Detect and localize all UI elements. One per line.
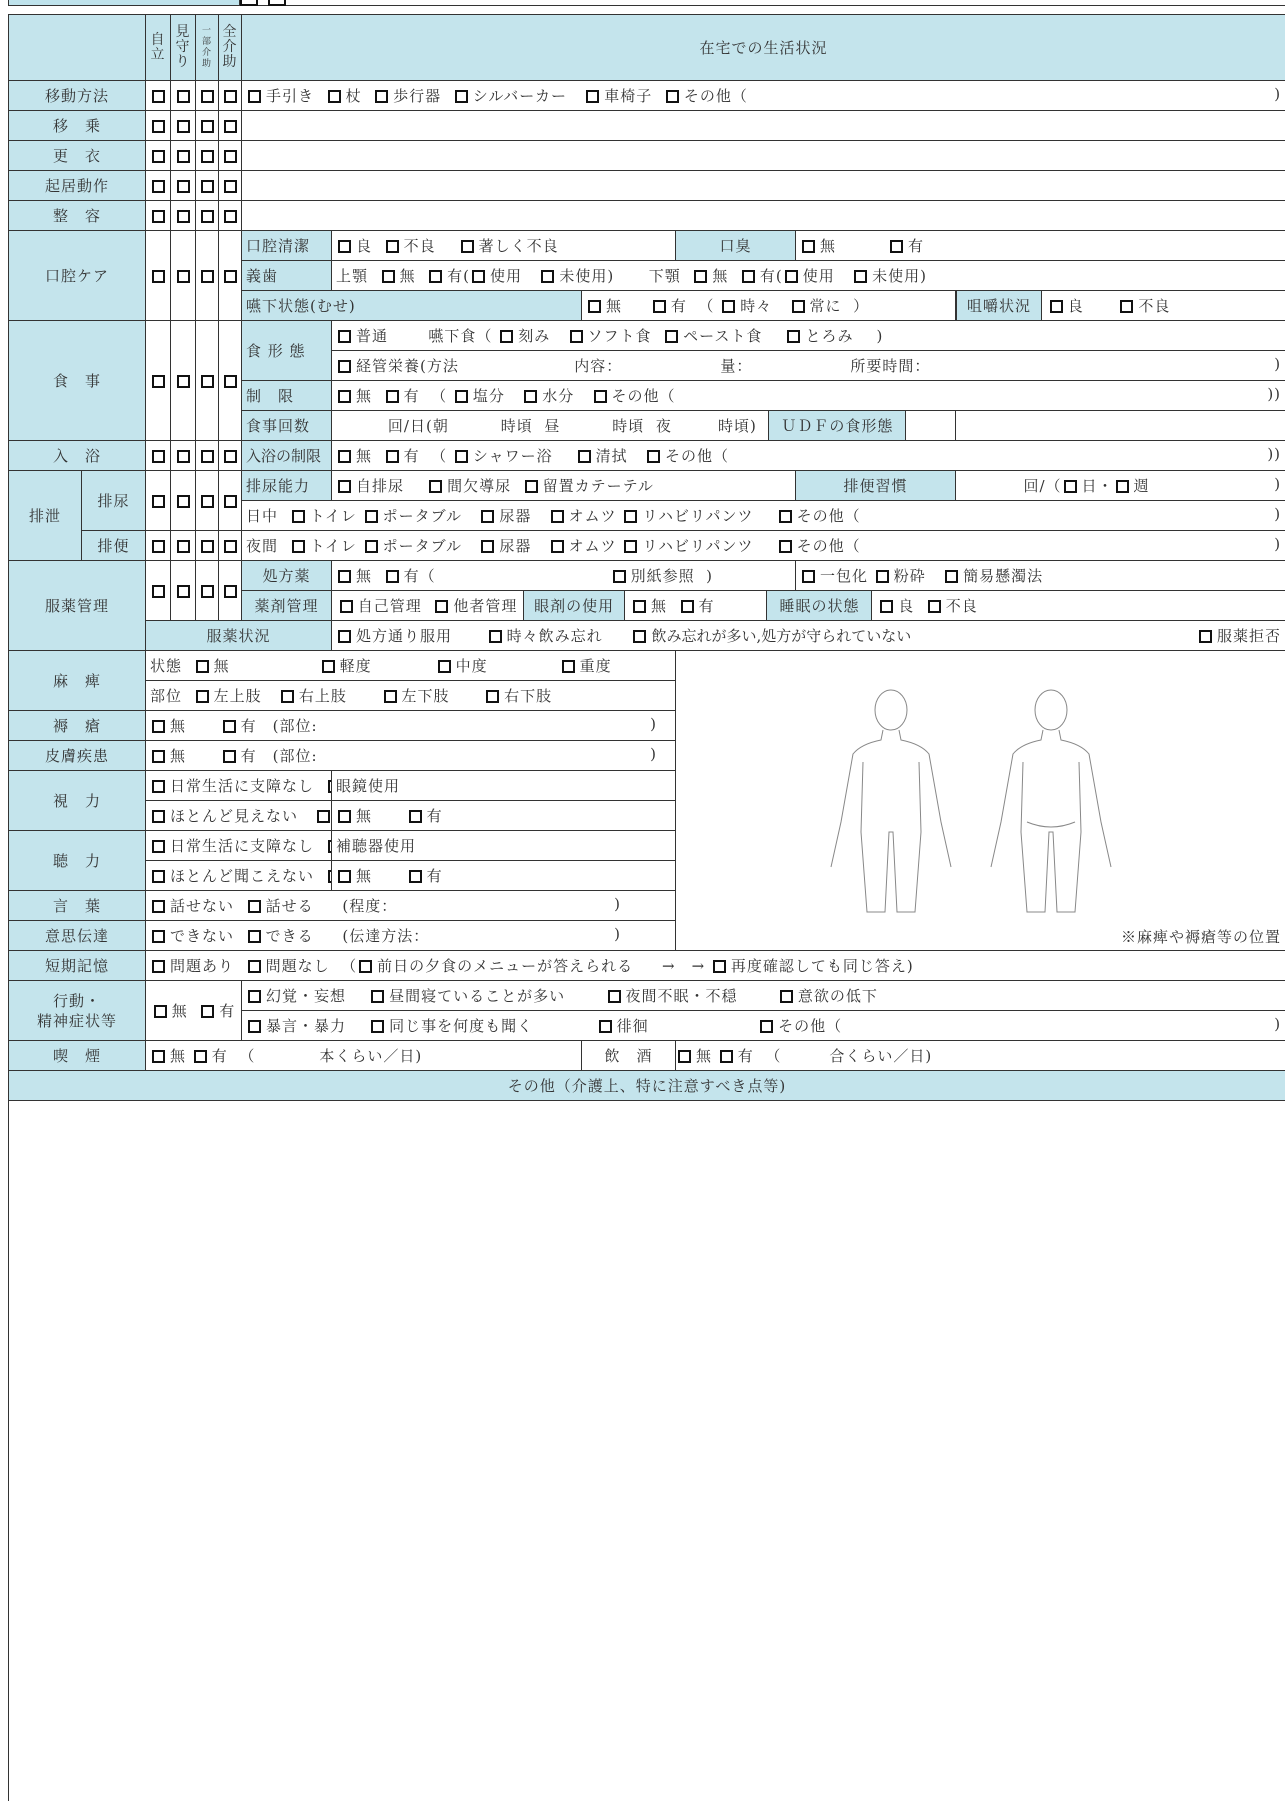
row-excretion-3: 排便 夜間 トイレ ポータブル 尿器 オムツ リハビリパンツ その他（ ): [9, 531, 1285, 561]
checkbox[interactable]: [409, 810, 422, 823]
checkbox[interactable]: [455, 450, 468, 463]
checkbox[interactable]: [1050, 300, 1063, 313]
checkbox[interactable]: [338, 390, 351, 403]
checkbox[interactable]: [152, 930, 165, 943]
checkbox[interactable]: [177, 540, 190, 553]
checkbox[interactable]: [152, 840, 165, 853]
checkbox[interactable]: [248, 960, 261, 973]
checkbox[interactable]: [608, 990, 621, 1003]
checkbox[interactable]: [224, 210, 237, 223]
checkbox[interactable]: [760, 1020, 773, 1033]
checkbox[interactable]: [152, 810, 165, 823]
checkbox[interactable]: [224, 375, 237, 388]
checkbox[interactable]: [177, 585, 190, 598]
checkbox[interactable]: [154, 1005, 167, 1018]
col-self: 自 立: [146, 15, 171, 81]
checkbox[interactable]: [438, 660, 451, 673]
checkbox[interactable]: [152, 960, 165, 973]
checkbox[interactable]: [196, 690, 209, 703]
checkbox[interactable]: [201, 540, 214, 553]
checkbox[interactable]: [340, 600, 353, 613]
checkbox[interactable]: [461, 240, 474, 253]
checkbox[interactable]: [624, 510, 637, 523]
remarks-area[interactable]: [9, 1101, 1285, 1801]
row-meal-4: 食事回数 回/日(朝 時頃 昼 時頃 夜 時頃) ＵＤＦの食形態: [9, 411, 1285, 441]
checkbox[interactable]: [633, 630, 646, 643]
checkbox[interactable]: [152, 180, 165, 193]
checkbox[interactable]: [802, 240, 815, 253]
row-paralysis-1: 麻 痺 状態 無 軽度 中度 重度 ※麻痺や褥瘡等の位置: [9, 651, 1285, 681]
checkbox[interactable]: [196, 660, 209, 673]
row-transfer: 移 乗: [9, 111, 1285, 141]
row-med-2: 薬剤管理 自己管理 他者管理 眼剤の使用 無 有 睡眠の状態 良 不良: [9, 591, 1285, 621]
checkbox[interactable]: [386, 450, 399, 463]
checkbox[interactable]: [594, 390, 607, 403]
checkbox[interactable]: [248, 900, 261, 913]
top-strip: [0, 0, 1285, 6]
checkbox[interactable]: [201, 180, 214, 193]
checkbox[interactable]: [890, 240, 903, 253]
row-oral-1: 口腔ケア 口腔清潔 良 不良 著しく不良 口臭 無 有: [9, 231, 1285, 261]
row-remarks-header: その他（介護上、特に注意すべき点等): [9, 1071, 1285, 1101]
row-excretion-1: 排泄 排尿 排尿能力 自排尿 間欠導尿 留置カテーテル 排便習慣 回/（ 日・ 週 ): [9, 471, 1285, 501]
checkbox[interactable]: [653, 300, 666, 313]
label-oral: 口腔ケア: [9, 231, 146, 321]
checkbox[interactable]: [647, 450, 660, 463]
checkbox[interactable]: [338, 810, 351, 823]
checkbox[interactable]: [177, 120, 190, 133]
row-bedsore: 褥 瘡 無 有 (部位: ): [9, 711, 1285, 741]
checkbox[interactable]: [152, 150, 165, 163]
checkbox[interactable]: [224, 150, 237, 163]
checkbox[interactable]: [359, 960, 372, 973]
checkbox[interactable]: [681, 600, 694, 613]
checkbox[interactable]: [1116, 480, 1129, 493]
row-hearing-1: 聴 力 日常生活に支障なし 補聴器使用: [9, 831, 1285, 861]
checkbox[interactable]: [854, 270, 867, 283]
checkbox[interactable]: [489, 630, 502, 643]
checkbox[interactable]: [1120, 300, 1133, 313]
row-memory: 短期記憶 問題あり 問題なし （ 前日の夕食のメニューが答えられる → → 再度確認しても同じ答え): [9, 951, 1285, 981]
checkbox[interactable]: [613, 570, 626, 583]
checkbox[interactable]: [224, 585, 237, 598]
checkbox[interactable]: [371, 1020, 384, 1033]
checkbox[interactable]: [177, 210, 190, 223]
checkbox[interactable]: [201, 150, 214, 163]
checkbox[interactable]: [152, 450, 165, 463]
checkbox[interactable]: [201, 120, 214, 133]
checkbox[interactable]: [223, 750, 236, 763]
checkbox[interactable]: [541, 270, 554, 283]
row-skin: 皮膚疾患 無 有 (部位: ): [9, 741, 1285, 771]
checkbox[interactable]: [586, 90, 599, 103]
checkbox[interactable]: [177, 90, 190, 103]
checkbox[interactable]: [524, 390, 537, 403]
checkbox[interactable]: [152, 210, 165, 223]
checkbox[interactable]: [338, 450, 351, 463]
checkbox[interactable]: [281, 690, 294, 703]
checkbox[interactable]: [787, 330, 800, 343]
row-bath: 入 浴 入浴の制限 無 有 （ シャワー浴 清拭 その他（ )): [9, 441, 1285, 471]
checkbox[interactable]: [152, 780, 165, 793]
checkbox[interactable]: [152, 900, 165, 913]
checkbox[interactable]: [201, 270, 214, 283]
checkbox[interactable]: [152, 1050, 165, 1063]
row-rising: 起居動作: [9, 171, 1285, 201]
header-row: [9, 15, 1285, 81]
checkbox[interactable]: [779, 510, 792, 523]
body-figure: [676, 651, 1285, 951]
checkbox[interactable]: [338, 480, 351, 493]
checkbox[interactable]: [384, 690, 397, 703]
checkbox[interactable]: [224, 90, 237, 103]
checkbox[interactable]: [248, 1020, 261, 1033]
checkbox[interactable]: [248, 990, 261, 1003]
checkbox[interactable]: [322, 660, 335, 673]
body-diagram-icon: [801, 682, 1161, 922]
checkbox[interactable]: [152, 270, 165, 283]
row-hearing-2: ほとんど聞こえない 無 有: [9, 861, 1285, 891]
checkbox[interactable]: [720, 1050, 733, 1063]
checkbox[interactable]: [386, 390, 399, 403]
row-excretion-2: 日中 トイレ ポータブル 尿器 オムツ リハビリパンツ その他（ ): [9, 501, 1285, 531]
checkbox[interactable]: [224, 540, 237, 553]
col-watch: 見 守 り: [171, 15, 196, 81]
checkbox[interactable]: [152, 720, 165, 733]
row-paralysis-2: 部位 左上肢 右上肢 左下肢 右下肢: [9, 681, 1285, 711]
checkbox[interactable]: [317, 810, 330, 823]
checkbox[interactable]: [429, 270, 442, 283]
checkbox[interactable]: [678, 1050, 691, 1063]
checkbox[interactable]: [588, 300, 601, 313]
row-meal-2: 経管栄養(方法 内容： 量： 所要時間： ): [9, 351, 1285, 381]
checkbox[interactable]: [224, 180, 237, 193]
checkbox[interactable]: [292, 540, 305, 553]
care-form-table: [8, 14, 1285, 1801]
checkbox[interactable]: [880, 600, 893, 613]
checkbox[interactable]: [409, 870, 422, 883]
checkbox[interactable]: [201, 495, 214, 508]
checkbox[interactable]: [201, 375, 214, 388]
row-vision-2: ほとんど見えない 無 有: [9, 801, 1285, 831]
row-vision-1: 視 力 日常生活に支障なし 眼鏡使用: [9, 771, 1285, 801]
row-oral-3: 嚥下状態(むせ) 無 有 （ 時々 常に ） 咀嚼状況 良 不良: [9, 291, 1285, 321]
checkbox[interactable]: [742, 270, 755, 283]
checkbox[interactable]: [177, 450, 190, 463]
checkbox[interactable]: [224, 120, 237, 133]
checkbox[interactable]: [633, 600, 646, 613]
checkbox[interactable]: [1199, 630, 1212, 643]
checkbox[interactable]: [365, 540, 378, 553]
checkbox[interactable]: [599, 1020, 612, 1033]
checkbox[interactable]: [876, 570, 889, 583]
checkbox[interactable]: [525, 480, 538, 493]
checkbox[interactable]: [292, 510, 305, 523]
checkbox[interactable]: [223, 720, 236, 733]
checkbox[interactable]: [224, 270, 237, 283]
checkbox[interactable]: [1064, 480, 1077, 493]
checkbox[interactable]: [382, 270, 395, 283]
checkbox[interactable]: [328, 870, 332, 883]
checkbox[interactable]: [328, 840, 332, 853]
checkbox[interactable]: [792, 300, 805, 313]
checkbox[interactable]: [338, 360, 351, 373]
checkbox[interactable]: [201, 450, 214, 463]
col-full: 全 介 助: [219, 15, 242, 81]
label-meal: 食 事: [9, 321, 146, 441]
checkbox[interactable]: [578, 450, 591, 463]
checkbox[interactable]: [152, 495, 165, 508]
checkbox[interactable]: [152, 870, 165, 883]
checkbox[interactable]: [375, 90, 388, 103]
label-move: 移動方法: [9, 81, 146, 111]
checkbox[interactable]: [371, 990, 384, 1003]
checkbox[interactable]: [224, 450, 237, 463]
checkbox[interactable]: [386, 570, 399, 583]
checkbox[interactable]: [338, 330, 351, 343]
checkbox[interactable]: [177, 375, 190, 388]
row-behavior-1: 行動・ 精神症状等 無 有 幻覚・妄想 昼間寝ていることが多い 夜間不眠・不穏 意欲の低下: [9, 981, 1285, 1011]
checkbox[interactable]: [486, 690, 499, 703]
checkbox[interactable]: [624, 540, 637, 553]
checkbox[interactable]: [248, 930, 261, 943]
checkbox[interactable]: [194, 1050, 207, 1063]
checkbox[interactable]: [152, 750, 165, 763]
checkbox[interactable]: [152, 120, 165, 133]
checkbox[interactable]: [455, 90, 468, 103]
checkbox[interactable]: [551, 540, 564, 553]
checkbox[interactable]: [201, 585, 214, 598]
header-title: 在宅での生活状況: [242, 15, 1285, 81]
checkbox[interactable]: [562, 660, 575, 673]
row-med-3: 服薬状況 処方通り服用 時々飲み忘れ 飲み忘れが多い,処方が守られていない 服薬拒否: [9, 621, 1285, 651]
checkbox[interactable]: [928, 600, 941, 613]
row-remarks-body: [9, 1101, 1285, 1801]
row-comm: 意思伝達 できない できる (伝達方法： ): [9, 921, 1285, 951]
figure-note: ※麻痺や褥瘡等の位置: [676, 926, 1285, 947]
checkbox[interactable]: [338, 630, 351, 643]
checkbox[interactable]: [201, 210, 214, 223]
row-oral-2: 義歯 上顎 無 有( 使用 未使用) 下顎 無 有( 使用 未使用): [9, 261, 1285, 291]
row-speech: 言 葉 話せない 話せる (程度： ): [9, 891, 1285, 921]
checkbox[interactable]: [435, 600, 448, 613]
checkbox[interactable]: [328, 90, 341, 103]
checkbox[interactable]: [665, 330, 678, 343]
row-behavior-2: 暴言・暴力 同じ事を何度も聞く 徘徊 その他（ ): [9, 1011, 1285, 1041]
row-meal-3: 制 限 無 有 （ 塩分 水分 その他（ )): [9, 381, 1285, 411]
checkbox[interactable]: [472, 270, 485, 283]
checkbox[interactable]: [481, 540, 494, 553]
row-meal-1: 食 事 食 形 態 普通 嚥下食（ 刻み ソフト食 ペースト食 とろみ ): [9, 321, 1285, 351]
col-partial: 一 部 介 助: [196, 15, 219, 81]
checkbox[interactable]: [780, 990, 793, 1003]
checkbox[interactable]: [713, 960, 726, 973]
checkbox[interactable]: [152, 375, 165, 388]
checkbox[interactable]: [779, 540, 792, 553]
checkbox[interactable]: [201, 1005, 214, 1018]
checkbox[interactable]: [152, 585, 165, 598]
checkbox[interactable]: [386, 240, 399, 253]
checkbox[interactable]: [694, 270, 707, 283]
checkbox[interactable]: [152, 540, 165, 553]
checkbox[interactable]: [802, 570, 815, 583]
checkbox[interactable]: [785, 270, 798, 283]
checkbox[interactable]: [248, 90, 261, 103]
checkbox[interactable]: [570, 330, 583, 343]
checkbox[interactable]: [455, 390, 468, 403]
checkbox[interactable]: [365, 510, 378, 523]
checkbox[interactable]: [201, 90, 214, 103]
checkbox[interactable]: [551, 510, 564, 523]
checkbox[interactable]: [338, 870, 351, 883]
checkbox[interactable]: [152, 90, 165, 103]
checkbox[interactable]: [328, 780, 332, 793]
checkbox[interactable]: [666, 90, 679, 103]
row-med-1: 服薬管理 処方薬 無 有（ 別紙参照 ) 一包化 粉砕 簡易懸濁法: [9, 561, 1285, 591]
checkbox[interactable]: [945, 570, 958, 583]
checkbox[interactable]: [338, 570, 351, 583]
checkbox[interactable]: [481, 510, 494, 523]
checkbox[interactable]: [429, 480, 442, 493]
checkbox[interactable]: [177, 270, 190, 283]
checkbox[interactable]: [177, 150, 190, 163]
checkbox[interactable]: [338, 240, 351, 253]
checkbox[interactable]: [722, 300, 735, 313]
checkbox[interactable]: [500, 330, 513, 343]
row-grooming: 整 容: [9, 201, 1285, 231]
checkbox[interactable]: [177, 180, 190, 193]
row-move: 移動方法 手引き 杖 歩行器 シルバーカー 車椅子 その他（ ): [9, 81, 1285, 111]
row-dressing: 更 衣: [9, 141, 1285, 171]
row-smoking: 喫 煙 無 有 （ 本くらい／日) 飲 酒 無 有 （ 合くらい／日): [9, 1041, 1285, 1071]
checkbox[interactable]: [224, 495, 237, 508]
checkbox[interactable]: [177, 495, 190, 508]
